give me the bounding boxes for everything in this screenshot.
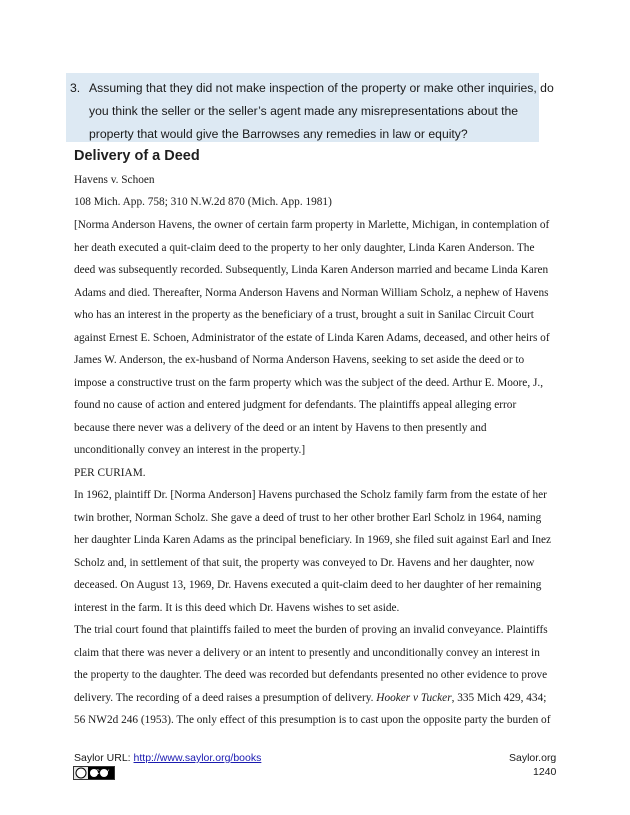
facts-line: Scholz and, in settlement of that suit, the property was conveyed to Dr. Havens and her daughter, now bbox=[74, 557, 535, 569]
summary-line: James W. Anderson, the ex-husband of Norma Anderson Havens, seeking to set aside the deed or to bbox=[74, 354, 525, 366]
facts-line: interest in the farm. It is this deed which Dr. Havens wishes to set aside. bbox=[74, 602, 400, 614]
case-name: Havens v. Schoen bbox=[74, 174, 155, 186]
holding-line: claim that there was never a delivery or an intent to presently and unconditionally convey an interest in bbox=[74, 647, 540, 659]
cc-license-badge bbox=[73, 766, 115, 780]
facts-line: deceased. On August 13, 1969, Dr. Havens executed a quit-claim deed to her daughter of her remaining bbox=[74, 579, 542, 591]
summary-line: unconditionally convey an interest in the property.] bbox=[74, 444, 306, 456]
summary-line: against Ernest E. Schoen, Administrator of the estate of Linda Karen Adams, deceased, and other heirs of bbox=[74, 332, 550, 344]
summary-line: found no cause of action and entered judgment for defendants. The plaintiffs appeal alleging error bbox=[74, 399, 517, 411]
holding-line: the property to the daughter. The deed was recorded but defendants presented no other evidence to prove bbox=[74, 669, 548, 681]
summary-line: deed was subsequently recorded. Subsequently, Linda Karen Anderson married and became Linda Karen bbox=[74, 264, 549, 276]
summary-line: impose a constructive trust on the farm property which was the subject of the deed. Arthur E. Moore, J., bbox=[74, 377, 544, 389]
summary-line: Adams and died. Thereafter, Norma Anderson Havens and Norman William Scholz, a nephew of Havens bbox=[74, 287, 549, 299]
facts-line: In 1962, plaintiff Dr. [Norma Anderson] Havens purchased the Scholz family farm from the estate of her bbox=[74, 489, 547, 501]
per-curiam: PER CURIAM. bbox=[74, 467, 146, 479]
summary-line: her death executed a quit-claim deed to the property to her only daughter, Linda Karen Anderson. The bbox=[74, 242, 535, 254]
footer-url-label: Saylor URL: bbox=[74, 752, 134, 764]
summary-line: who has an interest in the property as the beneficiary of a trust, brought a suit in Sanilac Circuit Court bbox=[74, 309, 534, 321]
summary-line: because there never was a delivery of the deed or an intent by Havens to then presently and bbox=[74, 422, 487, 434]
cc-badge-label: CC BY bbox=[91, 770, 110, 776]
summary-line: [Norma Anderson Havens, the owner of certain farm property in Marlette, Michigan, in contemplation of bbox=[74, 219, 550, 231]
footer-site: Saylor.org bbox=[509, 752, 557, 764]
facts-line: her daughter Linda Karen Adams as the principal beneficiary. In 1969, she filed suit against Earl and Inez bbox=[74, 534, 552, 546]
question-line-1: Assuming that they did not make inspection of the property or make other inquiries, do bbox=[89, 81, 554, 95]
question-line-2: you think the seller or the seller’s agent made any misrepresentations about the bbox=[89, 104, 519, 118]
facts-line: twin brother, Norman Scholz. She gave a deed of trust to her other brother Earl Scholz in 1964, naming bbox=[74, 512, 542, 524]
holding-line-with-cite bbox=[74, 692, 546, 704]
holding-line-text: delivery. The recording of a deed raises a presumption of delivery. bbox=[74, 692, 374, 704]
question-line-3: property that would give the Barrowses any remedies in law or equity? bbox=[89, 127, 468, 141]
holding-line: The trial court found that plaintiffs failed to meet the burden of proving an invalid conveyance. Plaintiffs bbox=[74, 624, 548, 636]
holding-line: 56 NW2d 246 (1953). The only effect of this presumption is to cast upon the opposite party the burden of bbox=[74, 714, 551, 726]
case-citation: 108 Mich. App. 758; 310 N.W.2d 870 (Mich. App. 1981) bbox=[74, 196, 332, 208]
footer-url-line bbox=[74, 752, 261, 764]
question-number: 3. bbox=[70, 81, 81, 95]
saylor-url-link[interactable]: http://www.saylor.org/books bbox=[133, 752, 262, 764]
page-number: 1240 bbox=[533, 766, 557, 778]
case-cite-italic: Hooker v Tucker bbox=[376, 692, 452, 704]
section-heading: Delivery of a Deed bbox=[74, 148, 200, 164]
case-cite-rest: , 335 Mich 429, 434; bbox=[451, 692, 547, 704]
